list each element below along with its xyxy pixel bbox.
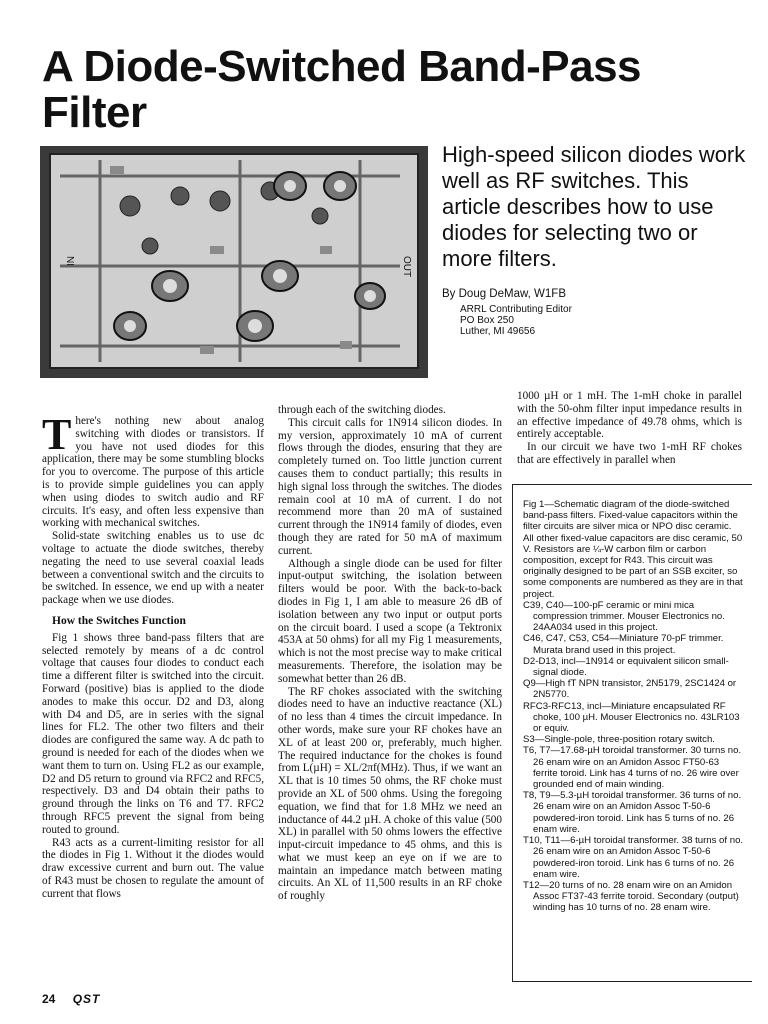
body-column-3 bbox=[517, 390, 742, 467]
body-paragraph: The RF chokes associated with the switching diodes need to have an inductive reactance (XL) of no less than 4 times the circuit impedance. In other words, make sure your RF chokes have an XL of at least 200 or, preferably, much higher. The required inductance for the chokes is found from L(µH) = XL/2πf(MHz). Thus, if we want an XL that is 10 times 50 ohms, the RF choke must provide an XL of 500 ohms. Using the foregoing equation, we find that for 1.8 MHz we need an inductance of 44.2 µH. A choke of this value (500 XL) in parallel with 50 ohms lowers the effective input-circuit impedance to 45 ohms, and this is what we must keep an eye on if we are to maintain an impedance match between mating circuits. An XL of 11,500 results in an RF choke of roughly bbox=[278, 685, 502, 903]
body-paragraph: R43 acts as a current-limiting resistor for all the diodes in Fig 1. Without it the diodes would draw excessive current and burn out. The value of R43 must be chosen to regulate the amount of current that flows bbox=[42, 836, 264, 900]
photo-label-out: OUT bbox=[401, 256, 412, 278]
body-paragraph: In our circuit we have two 1-mH RF chokes that are effectively in parallel when bbox=[517, 441, 742, 466]
caption-entry: C39, C40—100-pF ceramic or mini mica compression trimmer. Mouser Electronics no. 24AA034 used in this project. bbox=[523, 599, 725, 634]
affiliation-line: Luther, MI 49656 bbox=[460, 326, 536, 337]
caption-entry: T6, T7—17.68-µH toroidal transformer. 30 turns no. 26 enam wire on an Amidon Assoc FT50-63 ferrite toroid. Link has 4 turns of no. 26 wire over grounded end of main winding. bbox=[523, 745, 742, 791]
photo-label-in: IN bbox=[66, 256, 77, 266]
caption-entry: D2-D13, incl—1N914 or equivalent silicon small-signal diode. bbox=[523, 655, 729, 679]
section-heading: How the Switches Function bbox=[52, 614, 186, 627]
drop-cap: T bbox=[42, 410, 72, 459]
caption-entry: T8, T9—5.3-µH toroidal transformer. 36 turns of no. 26 enam wire on an Amidon Assoc T-50-6 powdered-iron toroid. Link has 5 turns of no. 26 enam wire. bbox=[523, 790, 742, 835]
article-deck: High-speed silicon diodes work well as RF switches. This article describes how to use diodes for selecting two or more filters. bbox=[442, 142, 746, 271]
magazine-logo: QST bbox=[72, 992, 101, 1006]
author-affiliation bbox=[460, 304, 752, 337]
figure-caption-box bbox=[512, 484, 752, 982]
body-paragraph: 1000 µH or 1 mH. The 1-mH choke in parallel with the 50-ohm filter input impedance results in an effective impedance of 49.78 ohms, which is entirely acceptable. bbox=[517, 390, 742, 441]
paragraph-text: here's nothing new about analog switching with diodes or transistors. If you have not used diodes for this application, there may be some stumbling blocks for you to overcome. The purpose of this article is to provide simple guidelines you can apply when using diodes to switch audio and RF circuits. It's easy, and often less expensive than working with mechanical switches. bbox=[42, 415, 264, 530]
page-folio bbox=[42, 992, 100, 1006]
caption-entry: S3—Single-pole, three-position rotary switch. bbox=[523, 734, 715, 746]
caption-entry: Q9—High fT NPN transistor, 2N5179, 2SC1424 or 2N5770. bbox=[523, 678, 737, 701]
caption-entry: C46, C47, C53, C54—Miniature 70-pF trimmer. Murata brand used in this project. bbox=[523, 633, 724, 656]
body-paragraph: through each of the switching diodes. bbox=[278, 404, 446, 416]
body-paragraph: This circuit calls for 1N914 silicon diodes. In my version, approximately 10 mA of current flows through the diodes, ensuring that they are completely turned on. Too little junction current causes them to conduct partially; this results in high signal loss through the switches. The diodes remain cool at 10 mA of current. I do not recommend more than 20 mA of sustained current through the 1N914 family of diodes, even though they are rated for 50 mA of maximum current. bbox=[278, 416, 502, 557]
caption-entry: T10, T11—6-µH toroidal transformer. 38 turns of no. 26 enam wire on an Amidon Assoc T-50-6 powdered-iron toroid. Link has 6 turns of no. 26 enam wire. bbox=[523, 835, 744, 880]
caption-entry: T12—20 turns of no. 28 enam wire on an Amidon Assoc FT37-43 ferrite toroid. Secondary (output) winding has 10 turns of no. 28 enam wire. bbox=[523, 879, 739, 914]
article-title: A Diode-Switched Band-Pass Filter bbox=[42, 42, 642, 137]
byline-block bbox=[442, 287, 752, 337]
body-column-1 bbox=[42, 410, 264, 900]
affiliation-line: PO Box 250 bbox=[460, 315, 514, 326]
body-paragraph bbox=[42, 410, 264, 530]
page-number: 24 bbox=[42, 992, 56, 1006]
circuit-board-photo bbox=[40, 146, 428, 378]
body-column-2 bbox=[278, 404, 502, 903]
body-paragraph: Fig 1 shows three band-pass filters that are selected remotely by means of a dc control voltage that causes four diodes to conduct each time a different filter is switched into the circuit. Forward (positive) bias is applied to the diode anodes to make this occur. D2 and D3, along with D4 and D5, are in series with the signal lines for FL2. The other two filters and their diodes are configured the same way. A dc path to ground is needed for each of the diodes when we want them to turn on. Using FL2 as our example, D2 and D5 return to ground via RFC2 and RFC5, respectively. D3 and D4 obtain their paths to ground through the links on T6 and T7. RFC2 through RFC5 prevent the signal from being routed to ground. bbox=[42, 631, 264, 836]
body-paragraph: Although a single diode can be used for filter input-output switching, the isolation between filters would be poor. With the back-to-back diodes in Fig 1, I am able to measure 26 dB of isolation between any two input or output ports on the circuit board. I used a scope (a Tektronix 453A at 50 ohms) for all my Fig 1 measurements, which is not the most precise way to make critical measurements. Therefore, the isolation may be somewhat better than 26 dB. bbox=[278, 557, 502, 685]
caption-lead: Fig 1—Schematic diagram of the diode-switched band-pass filters. Fixed-value capacitors within the filter circuits are silver mica or NPO disc ceramic. All other fixed-value capacitors are disc ceramic, 50 V. Resistors are ¼-W carbon film or carbon composition, except for R43. This circuit was originally designed to be part of an SSB exciter, so some components are numbered as they are in that project. bbox=[523, 499, 743, 600]
circuit-board-image bbox=[40, 146, 428, 378]
author-byline: By Doug DeMaw, W1FB bbox=[442, 288, 566, 300]
body-paragraph: Solid-state switching enables us to use dc voltage to actuate the diode switches, thereby negating the need to use several coaxial leads between a conventional switch and the circuits to be switched. In essence, we end up with a neater package when we use diodes. bbox=[42, 530, 264, 607]
affiliation-line: ARRL Contributing Editor bbox=[460, 304, 572, 315]
caption-entry: RFC3-RFC13, incl—Miniature encapsulated RF choke, 100 µH. Mouser Electronics no. 43LR103 or equiv. bbox=[523, 700, 740, 735]
